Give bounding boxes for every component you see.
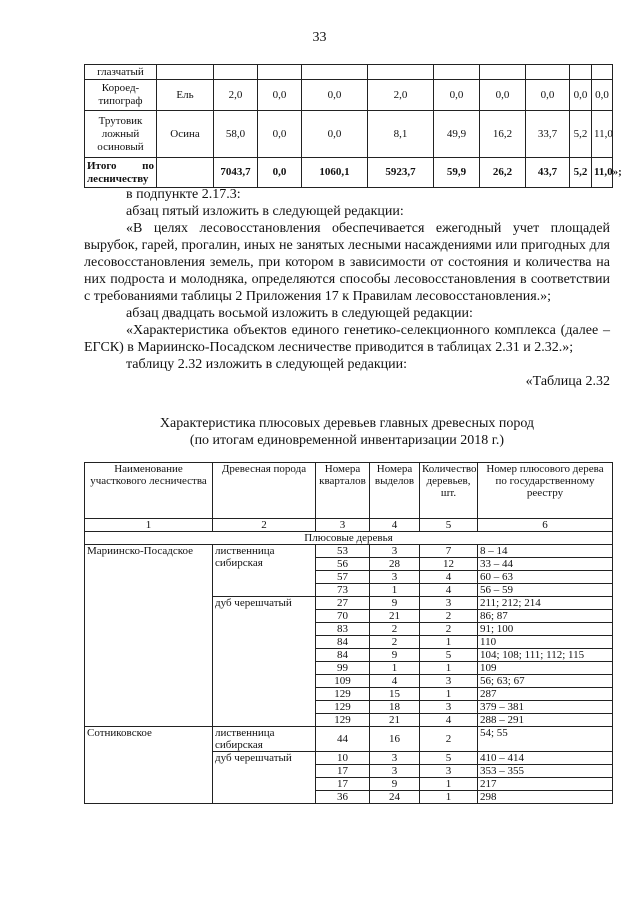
tree-count: 2 [420, 610, 478, 623]
text-abzac-5: абзац пятый изложить в следующей редакции: [126, 204, 404, 219]
pest-value: 16,2 [480, 111, 526, 158]
quarter-number: 36 [316, 791, 370, 804]
pest-value: 0,0 [302, 80, 368, 111]
pest-value [526, 65, 570, 80]
registry-number: 54; 55 [478, 727, 613, 752]
registry-number: 410 – 414 [478, 752, 613, 765]
text-egsk: «Характеристика объектов единого генетико-селекционного комплекса (далее – ЕГСК) в Мариинско-Посадском лесничестве приводится в таблицах 2.31 и 2.32.»; [84, 323, 610, 355]
registry-number: 298 [478, 791, 613, 804]
tree-count: 3 [420, 765, 478, 778]
column-header: Наименование участкового лесничества [85, 463, 213, 519]
tree-count: 1 [420, 636, 478, 649]
pest-value: 0,0 [258, 111, 302, 158]
species-name: дуб черешчатый [213, 752, 316, 804]
species-name: дуб черешчатый [213, 597, 316, 727]
plus-trees-table [84, 462, 613, 804]
plot-number: 9 [370, 649, 420, 662]
total-row [85, 158, 613, 188]
pest-value: 11,0 [592, 111, 613, 158]
pest-value [368, 65, 434, 80]
column-header: Древесная порода [213, 463, 316, 519]
plot-number: 1 [370, 584, 420, 597]
column-number: 5 [420, 519, 478, 532]
tree-count: 1 [420, 662, 478, 675]
registry-number: 110 [478, 636, 613, 649]
registry-number: 379 – 381 [478, 701, 613, 714]
table-title-line-1: Характеристика плюсовых деревьев главных древесных пород [159, 416, 535, 431]
pest-value [302, 65, 368, 80]
species-name: лиственница сибирская [213, 545, 316, 597]
plot-number: 3 [370, 545, 420, 558]
quarter-number: 44 [316, 727, 370, 752]
column-number: 4 [370, 519, 420, 532]
tree-count: 2 [420, 623, 478, 636]
header-row [85, 463, 613, 519]
pest-name: Короед-типограф [85, 80, 157, 111]
column-number: 2 [213, 519, 316, 532]
registry-number: 288 – 291 [478, 714, 613, 727]
pest-value: 2,0 [214, 80, 258, 111]
pest-value: 8,1 [368, 111, 434, 158]
pest-row [85, 111, 613, 158]
plot-number: 1 [370, 662, 420, 675]
total-empty [157, 158, 214, 188]
pest-value: 0,0 [434, 80, 480, 111]
tree-count: 1 [420, 791, 478, 804]
plot-number: 15 [370, 688, 420, 701]
tree-species: Ель [157, 80, 214, 111]
quarter-number: 99 [316, 662, 370, 675]
tree-species [157, 65, 214, 80]
pest-value: 2,0 [368, 80, 434, 111]
pest-value: 5,2 [570, 111, 592, 158]
pest-value [480, 65, 526, 80]
registry-number: 56 – 59 [478, 584, 613, 597]
total-value: 1060,1 [302, 158, 368, 188]
table-row [85, 727, 613, 752]
plot-number: 24 [370, 791, 420, 804]
total-value: 5923,7 [368, 158, 434, 188]
plot-number: 3 [370, 765, 420, 778]
page-number: 33 [312, 30, 327, 45]
tree-species: Осина [157, 111, 214, 158]
plot-number: 28 [370, 558, 420, 571]
plot-number: 2 [370, 623, 420, 636]
table-row [85, 545, 613, 558]
tree-count: 5 [420, 752, 478, 765]
quarter-number: 57 [316, 571, 370, 584]
plot-number: 21 [370, 714, 420, 727]
pest-value [592, 65, 613, 80]
quarter-number: 10 [316, 752, 370, 765]
registry-number: 56; 63; 67 [478, 675, 613, 688]
pest-table [84, 64, 622, 188]
plot-number: 4 [370, 675, 420, 688]
quarter-number: 83 [316, 623, 370, 636]
total-value: 43,7 [526, 158, 570, 188]
column-header: Номера выделов [370, 463, 420, 519]
text-reforestation: «В целях лесовосстановления обеспечивается ежегодный учет площадей вырубок, гарей, прогалин, иных не занятых лесными насаждениями или пригодных для лесовосстановления земель, при котором в зависимости от состояния и количества на них подроста и молодняка, определяются способы лесовосстановления в соответствии с требованиями таблицы 2 Приложения 17 к Правилам лесовосстановления.»; [84, 221, 610, 304]
total-value: 59,9 [434, 158, 480, 188]
pest-value [570, 65, 592, 80]
pest-row [85, 80, 613, 111]
tree-count: 3 [420, 675, 478, 688]
quarter-number: 17 [316, 778, 370, 791]
pest-value: 49,9 [434, 111, 480, 158]
column-number: 3 [316, 519, 370, 532]
plot-number: 3 [370, 571, 420, 584]
quarter-number: 17 [316, 765, 370, 778]
column-header: Номера кварталов [316, 463, 370, 519]
plot-number: 3 [370, 752, 420, 765]
text-abzac-28: абзац двадцать восьмой изложить в следующей редакции: [126, 306, 473, 321]
tree-count: 1 [420, 778, 478, 791]
paragraph-subitem [84, 186, 610, 390]
total-value: 5,2 [570, 158, 592, 188]
column-number-row [85, 519, 613, 532]
total-value: 11,0»; [592, 158, 613, 188]
tree-count: 1 [420, 688, 478, 701]
quarter-number: 84 [316, 636, 370, 649]
registry-number: 33 – 44 [478, 558, 613, 571]
tree-count: 12 [420, 558, 478, 571]
total-value: 0,0 [258, 158, 302, 188]
pest-value: 0,0 [480, 80, 526, 111]
pest-value: 0,0 [570, 80, 592, 111]
pest-value: 0,0 [526, 80, 570, 111]
text-subitem: в подпункте 2.17.3: [126, 187, 241, 202]
pest-value: 0,0 [592, 80, 613, 111]
pest-name: глазчатый [85, 65, 157, 80]
quarter-number: 129 [316, 701, 370, 714]
table-title-line-2: (по итогам единовременной инвентаризации 2018 г.) [189, 433, 505, 448]
registry-number: 287 [478, 688, 613, 701]
tree-count: 3 [420, 701, 478, 714]
quarter-number: 27 [316, 597, 370, 610]
tree-count: 2 [420, 727, 478, 752]
tree-count: 4 [420, 584, 478, 597]
registry-number: 60 – 63 [478, 571, 613, 584]
total-label: Итого по лесничеству [85, 158, 157, 188]
column-header: Количество деревьев, шт. [420, 463, 478, 519]
plot-number: 21 [370, 610, 420, 623]
total-value: 26,2 [480, 158, 526, 188]
tree-count: 3 [420, 597, 478, 610]
text-table-change: таблицу 2.32 изложить в следующей редакции: [126, 357, 408, 372]
pest-value: 33,7 [526, 111, 570, 158]
section-row [85, 532, 613, 545]
pest-name: Трутовик ложный осиновый [85, 111, 157, 158]
quarter-number: 129 [316, 688, 370, 701]
total-value: 7043,7 [214, 158, 258, 188]
registry-number: 91; 100 [478, 623, 613, 636]
registry-number: 104; 108; 111; 112; 115 [478, 649, 613, 662]
quarter-number: 70 [316, 610, 370, 623]
tree-count: 4 [420, 571, 478, 584]
plot-number: 9 [370, 597, 420, 610]
pest-value [434, 65, 480, 80]
species-name: лиственница сибирская [213, 727, 316, 752]
quarter-number: 109 [316, 675, 370, 688]
quarter-number: 53 [316, 545, 370, 558]
registry-number: 217 [478, 778, 613, 791]
column-header: Номер плюсового дерева по государственному реестру [478, 463, 613, 519]
registry-number: 211; 212; 214 [478, 597, 613, 610]
pest-value [214, 65, 258, 80]
column-number: 1 [85, 519, 213, 532]
tree-count: 7 [420, 545, 478, 558]
section-label: Плюсовые деревья [85, 532, 613, 545]
plot-number: 2 [370, 636, 420, 649]
table-reference: «Таблица 2.32 [525, 374, 610, 389]
pest-value: 58,0 [214, 111, 258, 158]
plot-number: 9 [370, 778, 420, 791]
quarter-number: 73 [316, 584, 370, 597]
quarter-number: 56 [316, 558, 370, 571]
tree-count: 4 [420, 714, 478, 727]
column-number: 6 [478, 519, 613, 532]
registry-number: 353 – 355 [478, 765, 613, 778]
quarter-number: 84 [316, 649, 370, 662]
pest-value: 0,0 [258, 80, 302, 111]
plot-number: 18 [370, 701, 420, 714]
pest-value [258, 65, 302, 80]
plot-number: 16 [370, 727, 420, 752]
table-title [84, 415, 610, 449]
registry-number: 8 – 14 [478, 545, 613, 558]
forestry-name: Мариинско-Посадское [85, 545, 213, 727]
forestry-name: Сотниковское [85, 727, 213, 804]
registry-number: 109 [478, 662, 613, 675]
registry-number: 86; 87 [478, 610, 613, 623]
quarter-number: 129 [316, 714, 370, 727]
pest-row [85, 65, 613, 80]
tree-count: 5 [420, 649, 478, 662]
pest-value: 0,0 [302, 111, 368, 158]
